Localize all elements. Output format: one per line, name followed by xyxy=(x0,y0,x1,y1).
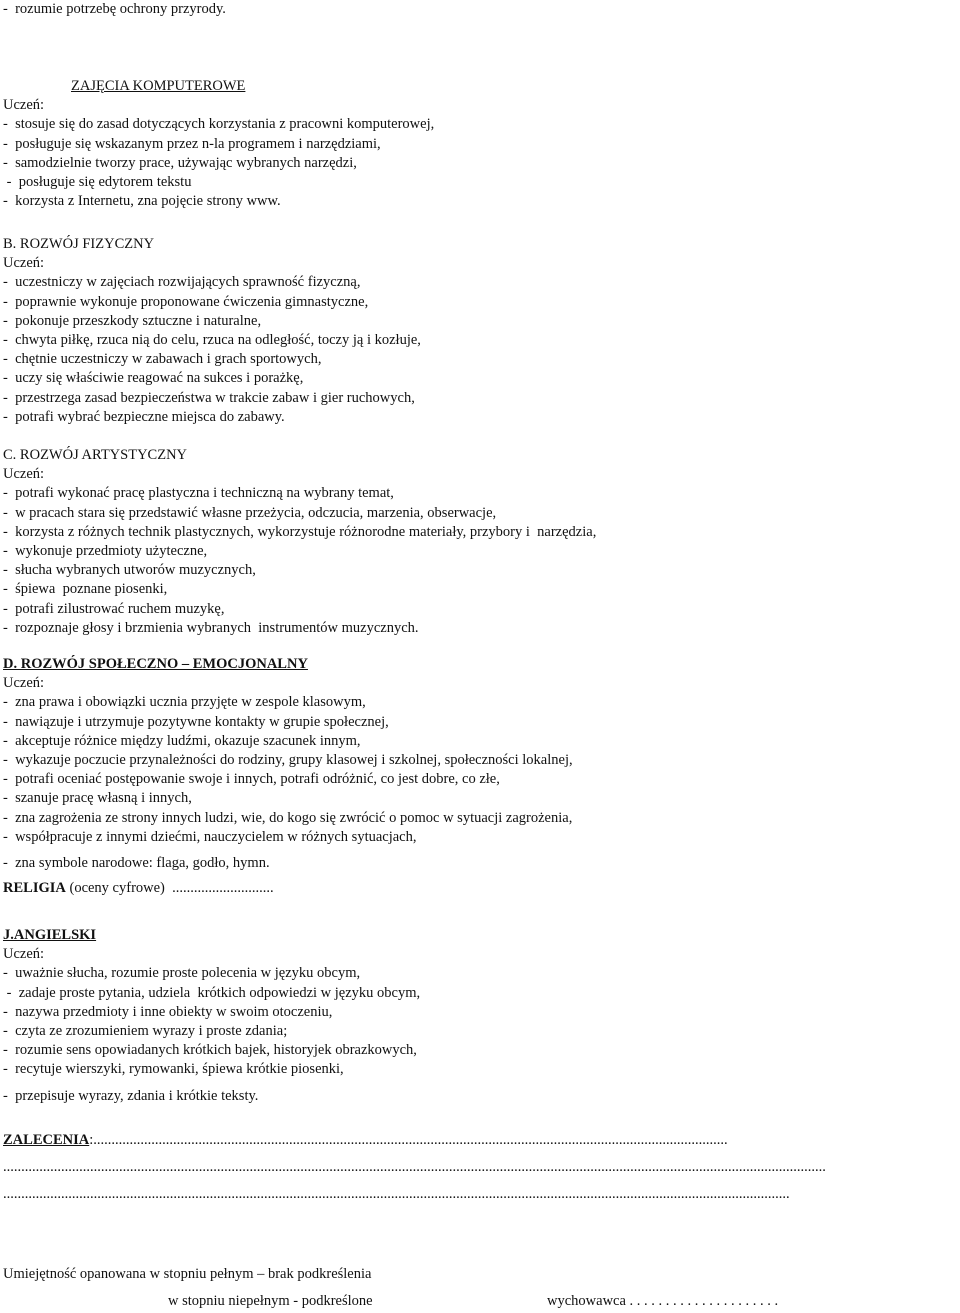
computer-student-label: Uczeń: xyxy=(3,97,45,114)
list-item: - w pracach stara się przedstawić własne przeżycia, odczucia, marzenia, obserwacje, xyxy=(3,504,497,521)
list-item: - chwyta piłkę, rzuca nią do celu, rzuca na odległość, toczy ją i kozłuje, xyxy=(3,332,421,349)
list-item: - posługuje się edytorem tekstu xyxy=(3,174,192,191)
religion-dots: ............................ xyxy=(172,880,274,896)
list-item: - potrafi zilustrować ruchem muzykę, xyxy=(3,600,225,617)
list-item: - chętnie uczestniczy w zabawach i grach sportowych, xyxy=(3,351,322,368)
footer-line-2-left: w stopniu niepełnym - podkreślone xyxy=(168,1293,373,1310)
list-item: - czyta ze zrozumieniem wyrazy i proste zdania; xyxy=(3,1023,288,1040)
list-item: - stosuje się do zasad dotyczących korzystania z pracowni komputerowej, xyxy=(3,116,435,133)
list-item: - uczy się właściwie reagować na sukces i porażkę, xyxy=(3,370,304,387)
list-item: - zna prawa i obowiązki ucznia przyjęte w zespole klasowym, xyxy=(3,694,366,711)
religion-title: RELIGIA xyxy=(3,880,66,896)
list-item: - wykazuje poczucie przynależności do rodziny, grupy klasowej i szkolnej, społeczności lokalnej, xyxy=(3,752,573,769)
section-religion xyxy=(3,879,274,898)
list-item: - słucha wybranych utworów muzycznych, xyxy=(3,562,256,579)
list-item: - szanuje pracę własną i innych, xyxy=(3,790,192,807)
religion-note: (oceny cyfrowe) xyxy=(65,880,173,896)
list-item: - potrafi wybrać bezpieczne miejsca do zabawy. xyxy=(3,408,285,425)
list-item: - przepisuje wyrazy, zdania i krótkie teksty. xyxy=(3,1087,259,1104)
list-item: - pokonuje przeszkody sztuczne i naturalne, xyxy=(3,312,262,329)
artistic-title: C. ROZWÓJ ARTYSTYCZNY xyxy=(3,447,188,463)
recommendations-dots-3: ......................................................................................................................................................................................................................... xyxy=(3,1186,790,1203)
physical-title: B. ROZWÓJ FIZYCZNY xyxy=(3,236,155,252)
computer-title: ZAJĘCIA KOMPUTEROWE xyxy=(71,78,246,94)
list-item: - rozpoznaje głosy i brzmienia wybranych instrumentów muzycznych. xyxy=(3,619,419,636)
list-item: - przestrzega zasad bezpieczeństwa w trakcie zabaw i gier ruchowych, xyxy=(3,389,415,406)
list-item: - nazywa przedmioty i inne obiekty w swoim otoczeniu, xyxy=(3,1003,333,1020)
list-item: - samodzielnie tworzy prace, używając wybranych narzędzi, xyxy=(3,154,357,171)
recommendations-dots-2: ................................................................................................................................................................................................................................... xyxy=(3,1159,826,1176)
list-item: - poprawnie wykonuje proponowane ćwiczenia gimnastyczne, xyxy=(3,293,369,310)
list-item: - nawiązuje i utrzymuje pozytywne kontakty w grupie społecznej, xyxy=(3,713,389,730)
list-item: - zadaje proste pytania, udziela krótkich odpowiedzi w języku obcym, xyxy=(3,984,421,1001)
list-item: - korzysta z różnych technik plastycznych, wykorzystuje różnorodne materiały, przybory i narzędzia, xyxy=(3,523,597,540)
list-item: - zna zagrożenia ze strony innych ludzi, wie, do kogo się zwrócić o pomoc w sytuacji zagrożenia, xyxy=(3,809,573,826)
list-item: - śpiewa poznane piosenki, xyxy=(3,581,168,598)
footer xyxy=(3,1265,958,1312)
list-item: - uczestniczy w zajęciach rozwijających sprawność fizyczną, xyxy=(3,274,361,291)
list-item: - posługuje się wskazanym przez n-la programem i narzędziami, xyxy=(3,135,381,152)
section-social xyxy=(3,655,573,873)
list-item: - recytuje wierszyki, rymowanki, śpiewa krótkie piosenki, xyxy=(3,1061,344,1078)
artistic-student-label: Uczeń: xyxy=(3,466,45,483)
english-student-label: Uczeń: xyxy=(3,946,45,963)
footer-line-1: Umiejętność opanowana w stopniu pełnym – brak podkreślenia xyxy=(3,1266,372,1282)
list-item: - współpracuje z innymi dziećmi, nauczycielem w różnych sytuacjach, xyxy=(3,828,417,845)
top-line: - rozumie potrzebę ochrony przyrody. xyxy=(3,1,226,17)
section-physical xyxy=(3,235,421,427)
section-recommendations xyxy=(3,1131,958,1205)
recommendations-dots-1: :............................................................................................................................................................................... xyxy=(89,1132,728,1148)
list-item: - potrafi oceniać postępowanie swoje i innych, potrafi odróżnić, co jest dobre, co złe, xyxy=(3,771,500,788)
list-item: - wykonuje przedmioty użyteczne, xyxy=(3,543,208,560)
section-english xyxy=(3,926,420,1106)
social-student-label: Uczeń: xyxy=(3,675,45,692)
social-title: D. ROZWÓJ SPOŁECZNO – EMOCJONALNY xyxy=(3,656,308,672)
list-item: - rozumie sens opowiadanych krótkich bajek, historyjek obrazkowych, xyxy=(3,1042,417,1059)
list-item: - korzysta z Internetu, zna pojęcie strony www. xyxy=(3,193,281,210)
list-item: - uważnie słucha, rozumie proste polecenia w języku obcym, xyxy=(3,965,361,982)
list-item: - akceptuje różnice między ludźmi, okazuje szacunek innym, xyxy=(3,732,361,749)
teacher-signature-line: wychowawca . . . . . . . . . . . . . . . . . . . . . xyxy=(547,1293,779,1310)
english-title: J.ANGIELSKI xyxy=(3,927,97,943)
list-item: - potrafi wykonać pracę plastyczna i techniczną na wybrany temat, xyxy=(3,485,394,502)
physical-student-label: Uczeń: xyxy=(3,255,45,272)
section-computer xyxy=(3,77,434,211)
list-item: - zna symbole narodowe: flaga, godło, hymn. xyxy=(3,855,270,872)
recommendations-title: ZALECENIA xyxy=(3,1132,90,1148)
section-artistic xyxy=(3,446,596,638)
